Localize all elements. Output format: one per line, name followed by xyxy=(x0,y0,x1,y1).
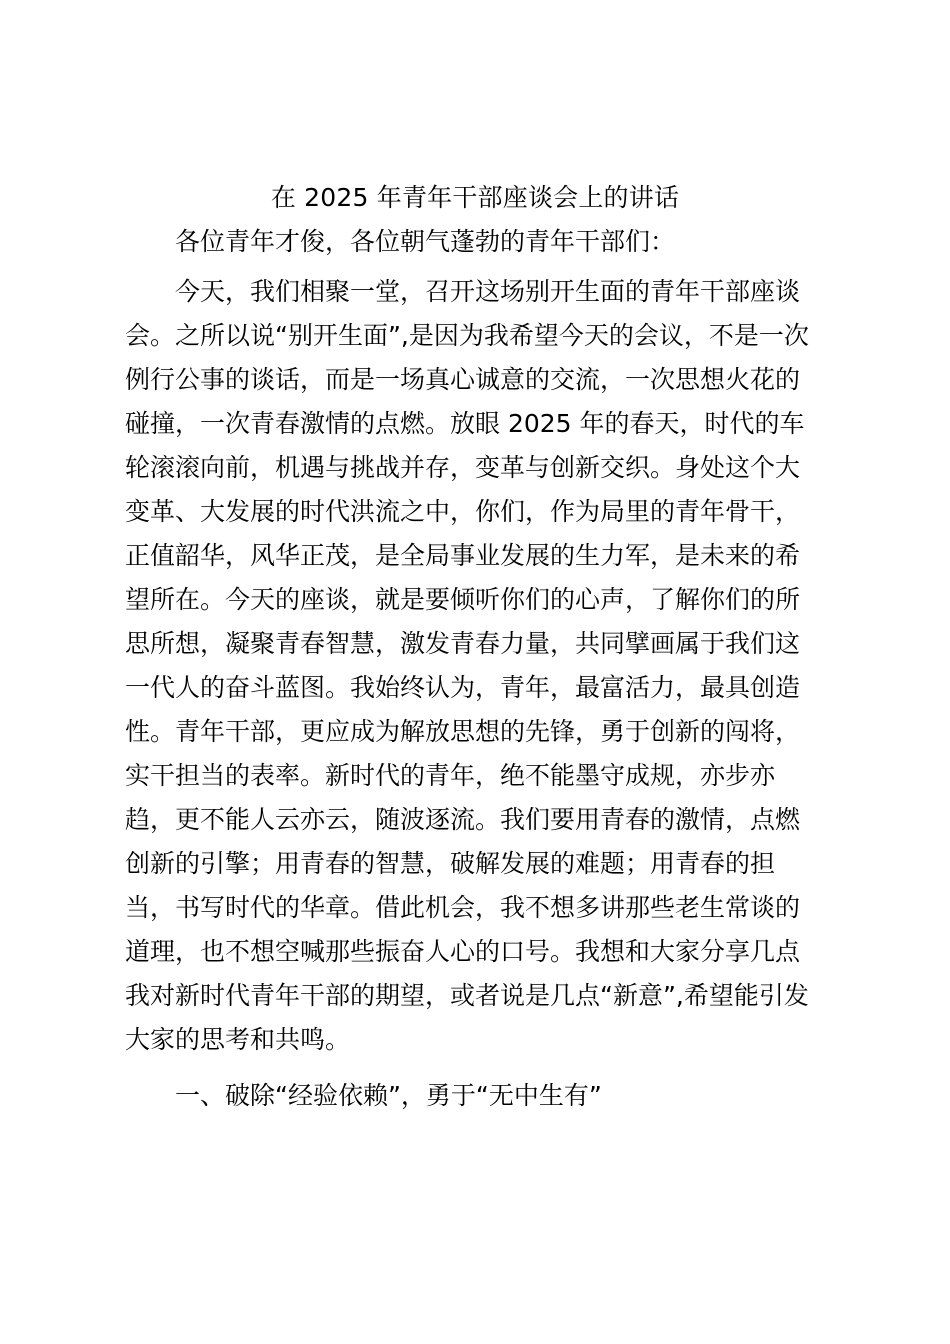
paragraph-line: 创新的引擎；用青春的智慧，破解发展的难题；用青春的担 xyxy=(125,849,776,878)
paragraph-line: 道理，也不想空喊那些振奋人心的口号。我想和大家分享几点 xyxy=(125,937,801,966)
paragraph-line: 一代人的奋斗蓝图。我始终认为，青年，最富活力，最具创造 xyxy=(125,673,801,702)
paragraph-line: 当，书写时代的华章。借此机会，我不想多讲那些老生常谈的 xyxy=(125,893,801,922)
paragraph-line: 碰撞，一次青春激情的点燃。放眼 2025 年的春天，时代的车 xyxy=(125,409,805,438)
document-title: 在 2025 年青年干部座谈会上的讲话 xyxy=(270,183,680,212)
paragraph-line: 实干担当的表率。新时代的青年，绝不能墨守成规，亦步亦 xyxy=(125,761,776,790)
paragraph-line: 会。之所以说“别开生面”,是因为我希望今天的会议，不是一次 xyxy=(125,321,809,350)
paragraph-line: 性。青年干部，更应成为解放思想的先锋，勇于创新的闯将， xyxy=(125,717,801,746)
salutation: 各位青年才俊，各位朝气蓬勃的青年干部们： xyxy=(175,227,676,256)
paragraph-line: 大家的思考和共鸣。 xyxy=(125,1025,351,1054)
paragraph-line: 轮滚滚向前，机遇与挑战并存，变革与创新交织。身处这个大 xyxy=(125,453,801,482)
section-heading-1: 一、破除“经验依赖”，勇于“无中生有” xyxy=(175,1081,602,1110)
paragraph-line: 变革、大发展的时代洪流之中，你们，作为局里的青年骨干， xyxy=(125,497,801,526)
paragraph-line: 正值韶华，风华正茂，是全局事业发展的生力军，是未来的希 xyxy=(125,541,801,570)
paragraph-line: 趋，更不能人云亦云，随波逐流。我们要用青春的激情，点燃 xyxy=(125,805,801,834)
paragraph-line: 例行公事的谈话，而是一场真心诚意的交流，一次思想火花的 xyxy=(125,365,801,394)
paragraph-line: 思所想，凝聚青春智慧，激发青春力量，共同擘画属于我们这 xyxy=(125,629,801,658)
paragraph-line: 望所在。今天的座谈，就是要倾听你们的心声，了解你们的所 xyxy=(125,585,801,614)
paragraph-line: 今天，我们相聚一堂，召开这场别开生面的青年干部座谈 xyxy=(175,277,801,306)
paragraph-line: 我对新时代青年干部的期望，或者说是几点“新意”,希望能引发 xyxy=(125,981,809,1010)
